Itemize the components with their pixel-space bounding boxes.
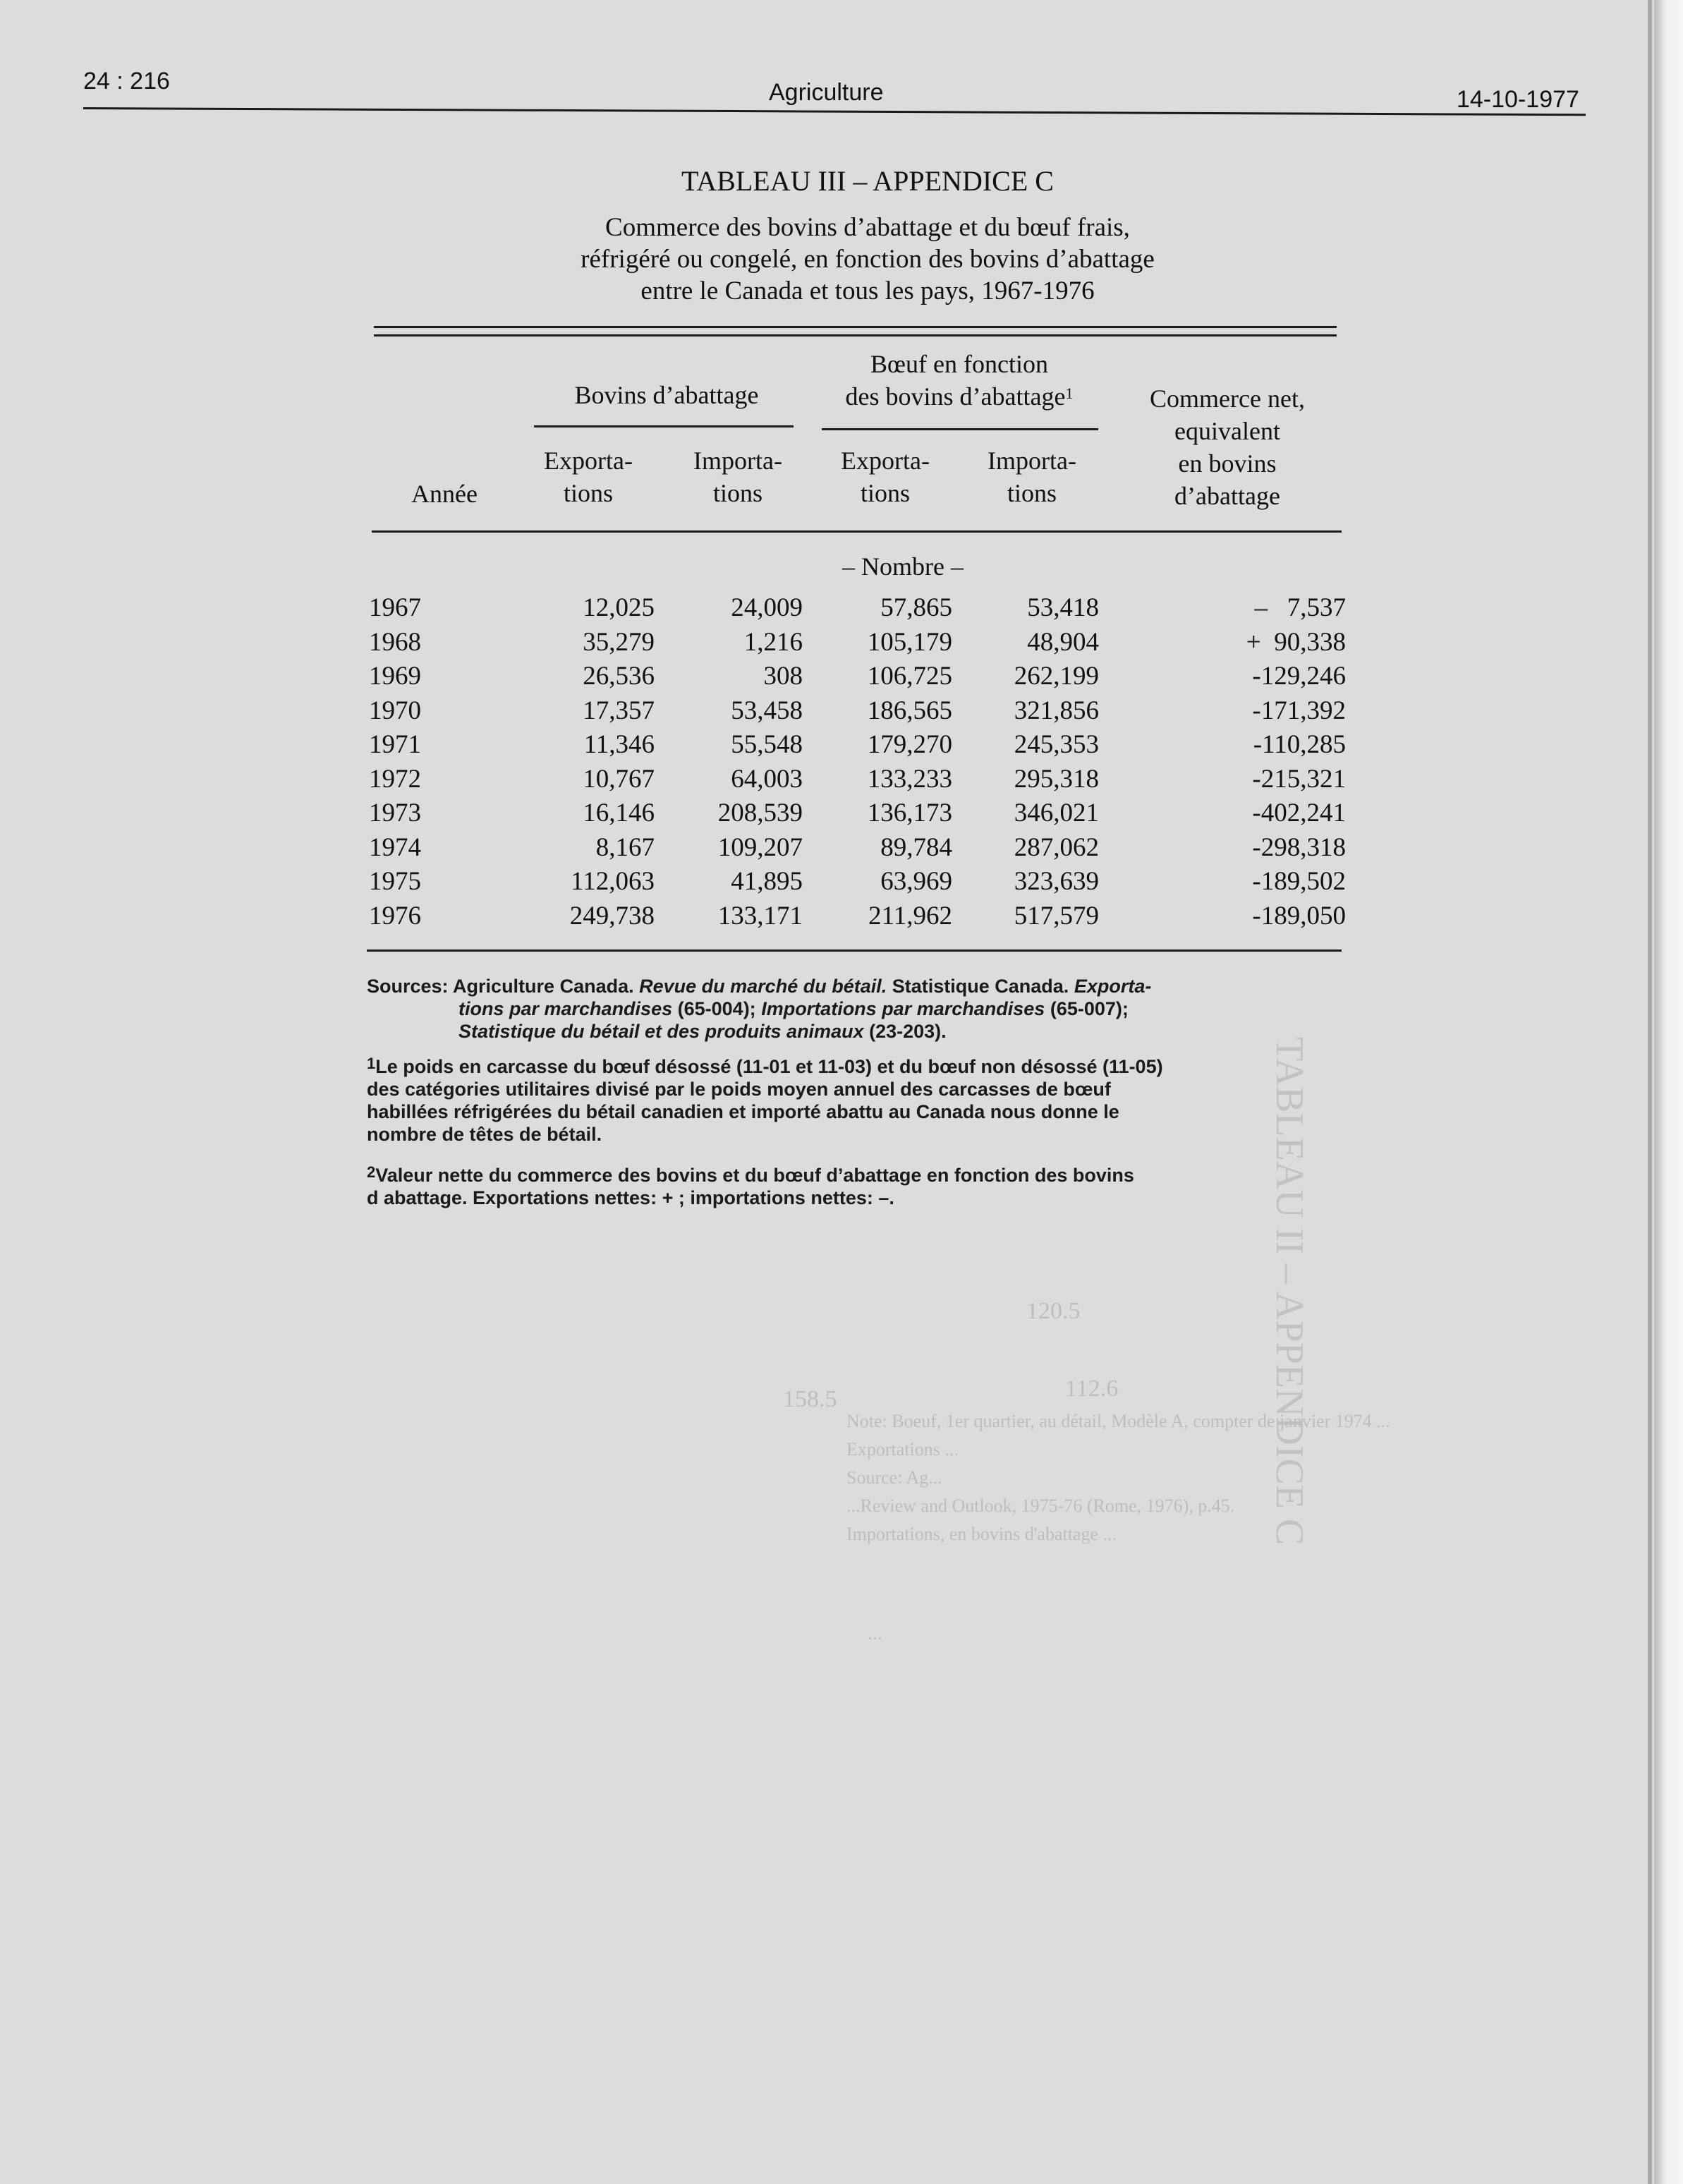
- cell-boeuf-imports: 517,579: [1014, 901, 1099, 930]
- cell-bovins-imports: 133,171: [717, 901, 803, 930]
- col-header-bovins-exports: [518, 444, 659, 509]
- bleed-through-value: 120.5: [1026, 1298, 1081, 1324]
- col-header-line: tions: [563, 479, 613, 507]
- cell-bovins-exports: 26,536: [583, 662, 655, 691]
- cell-boeuf-imports: 323,639: [1014, 867, 1099, 896]
- col-header-line: tions: [860, 479, 910, 507]
- cell-boeuf-imports: 321,856: [1014, 696, 1099, 725]
- bleed-through-note: Source: Ag...: [846, 1467, 942, 1488]
- col-header-line: en bovins: [1178, 449, 1277, 478]
- cell-boeuf-exports: 133,233: [867, 764, 952, 794]
- cell-net-trade: -129,246: [1252, 662, 1346, 691]
- col-header-net-trade: [1122, 382, 1333, 512]
- col-header-boeuf-imports: [961, 444, 1102, 509]
- cell-boeuf-exports: 211,962: [868, 901, 952, 930]
- sources-line: [367, 975, 1340, 997]
- cell-boeuf-imports: 48,904: [1027, 627, 1099, 657]
- col-group-bovins: Bovins d’abattage: [574, 381, 759, 409]
- cell-bovins-imports: 24,009: [731, 593, 803, 622]
- cell-boeuf-exports: 89,784: [880, 832, 952, 862]
- table-top-rule: [374, 326, 1337, 328]
- cell-boeuf-exports: 106,725: [867, 662, 952, 691]
- running-head: Agriculture: [769, 79, 884, 106]
- cell-year: 1974: [369, 832, 421, 862]
- cell-net-trade: -189,050: [1252, 901, 1346, 930]
- cell-net-trade: -171,392: [1252, 696, 1346, 725]
- cell-bovins-exports: 17,357: [583, 696, 655, 725]
- cell-year: 1975: [369, 867, 421, 896]
- footnote-text: Valeur nette du commerce des bovins et du bœuf d’abattage en fonction des bovins: [375, 1165, 1134, 1186]
- col-group-boeuf-text: des bovins d’abattage: [845, 382, 1066, 411]
- cell-year: 1967: [369, 593, 421, 622]
- table-title: TABLEAU III – APPENDICE C: [681, 165, 1054, 197]
- table-top-rule: [374, 334, 1337, 336]
- footnote-2: [367, 1164, 1340, 1209]
- col-group-boeuf: [811, 348, 1107, 413]
- cell-year: 1970: [369, 696, 421, 725]
- cell-net-trade: -402,241: [1252, 799, 1346, 827]
- footnote-1: [367, 1055, 1340, 1146]
- source-text: (65-004);: [677, 998, 756, 1019]
- col-header-line: Exporta-: [841, 447, 930, 475]
- cell-bovins-exports: 10,767: [583, 764, 655, 794]
- sources-note: [367, 975, 1340, 1043]
- bleed-through-note: Exportations ...: [846, 1439, 959, 1460]
- bleed-through-title: TABLEAU II – APPENDICE C: [1268, 1037, 1311, 1546]
- cell-boeuf-exports: 63,969: [880, 867, 952, 896]
- footnote-text: Le poids en carcasse du bœuf désossé (11-01 et 11-03) et du bœuf non désossé (11-05): [375, 1056, 1163, 1077]
- source-text: Statistique Canada.: [892, 976, 1069, 997]
- cell-boeuf-exports: 179,270: [867, 730, 952, 759]
- cell-boeuf-imports: 262,199: [1014, 662, 1099, 691]
- bleed-through-value: 158.5: [783, 1386, 837, 1412]
- col-header-bovins-imports: [667, 444, 808, 509]
- page-date: 14-10-1977: [1457, 86, 1579, 113]
- cell-boeuf-imports: 295,318: [1014, 764, 1099, 794]
- cell-year: 1969: [369, 662, 421, 691]
- cell-bovins-imports: 53,458: [731, 696, 803, 725]
- col-header-line: Importa-: [693, 447, 782, 475]
- cell-bovins-imports: 64,003: [731, 764, 803, 794]
- sources-line: [367, 1020, 1340, 1043]
- footnote-line: [367, 1164, 1340, 1187]
- cell-bovins-exports: 249,738: [569, 901, 655, 930]
- cell-bovins-exports: 8,167: [595, 832, 655, 862]
- cell-year: 1973: [369, 799, 421, 827]
- cell-bovins-imports: 55,548: [731, 730, 803, 759]
- cell-bovins-imports: 308: [763, 662, 803, 691]
- col-header-boeuf-exports: [815, 444, 956, 509]
- cell-boeuf-exports: 136,173: [867, 799, 952, 827]
- cell-net-trade: – 7,537: [1254, 593, 1346, 622]
- source-text: (65-007);: [1050, 998, 1129, 1019]
- table-subtitle-line: Commerce des bovins d’abattage et du bœuf frais,: [605, 213, 1130, 242]
- source-title: Statistique du bétail et des produits animaux: [458, 1021, 864, 1042]
- cell-boeuf-imports: 245,353: [1014, 730, 1099, 759]
- bleed-through-note: Importations, en bovins d'abattage ...: [846, 1524, 1117, 1544]
- cell-boeuf-imports: 346,021: [1014, 799, 1099, 827]
- page-reference: 24 : 216: [83, 68, 170, 95]
- cell-bovins-exports: 35,279: [583, 627, 655, 657]
- cell-year: 1968: [369, 627, 421, 657]
- col-header-line: tions: [1007, 479, 1057, 507]
- header-rule: [83, 107, 1586, 116]
- col-header-line: tions: [712, 479, 762, 507]
- cell-boeuf-exports: 57,865: [880, 593, 952, 622]
- source-title: Importations par marchandises: [761, 998, 1045, 1019]
- footnote-line: des catégories utilitaires divisé par le poids moyen annuel des carcasses de bœuf: [367, 1079, 1111, 1100]
- cell-bovins-exports: 12,025: [583, 593, 655, 622]
- footnote-line: d abattage. Exportations nettes: + ; importations nettes: –.: [367, 1187, 894, 1208]
- cell-bovins-imports: 1,216: [743, 627, 803, 657]
- cell-bovins-imports: 41,895: [731, 867, 803, 896]
- source-text: Agriculture Canada.: [453, 976, 634, 997]
- table-bottom-rule: [367, 950, 1342, 952]
- cell-year: 1972: [369, 764, 421, 794]
- cell-boeuf-exports: 105,179: [867, 627, 952, 657]
- cell-boeuf-imports: 287,062: [1014, 832, 1099, 862]
- col-group-boeuf-line: Bœuf en fonction: [870, 350, 1048, 378]
- cell-bovins-imports: 208,539: [717, 799, 803, 827]
- table-subtitle-line: réfrigéré ou congelé, en fonction des bovins d’abattage: [581, 245, 1155, 274]
- col-header-line: Importa-: [988, 447, 1076, 475]
- cell-net-trade: + 90,338: [1246, 627, 1346, 657]
- cell-year: 1971: [369, 730, 421, 759]
- cell-year: 1976: [369, 901, 421, 930]
- col-group-rule: [534, 425, 794, 427]
- col-header-year: Année: [411, 480, 478, 508]
- footnote-line: [367, 1055, 1340, 1078]
- cell-bovins-exports: 112,063: [571, 867, 655, 896]
- sources-line: [367, 997, 1340, 1020]
- bleed-through-note: Note: Boeuf, 1er quartier, au détail, Modèle A, compter de janvier 1974 ...: [846, 1411, 1390, 1431]
- bleed-through-note: ...: [868, 1622, 882, 1644]
- col-header-line: equivalent: [1174, 417, 1280, 445]
- sources-label: Sources:: [367, 976, 449, 997]
- cell-net-trade: -298,318: [1252, 832, 1346, 862]
- col-header-line: Commerce net,: [1150, 384, 1305, 413]
- header-bottom-rule: [372, 530, 1342, 533]
- bleed-through-note: ...Review and Outlook, 1975-76 (Rome, 1976), p.45.: [846, 1496, 1235, 1516]
- footnote-line: habillées réfrigérées du bétail canadien et importé abattu au Canada nous donne le: [367, 1101, 1119, 1122]
- footnote-marker: 1: [367, 1055, 376, 1072]
- page-edge-shadow: [1648, 0, 1652, 2184]
- cell-net-trade: -215,321: [1252, 764, 1346, 794]
- source-title: tions par marchandises: [458, 998, 673, 1019]
- source-title: Revue du marché du bétail.: [639, 976, 887, 997]
- cell-net-trade: -110,285: [1253, 730, 1346, 759]
- cell-bovins-imports: 109,207: [717, 832, 803, 862]
- footnote-marker: 2: [367, 1163, 376, 1181]
- cell-net-trade: -189,502: [1252, 867, 1346, 896]
- source-title: Exporta-: [1074, 976, 1152, 997]
- cell-boeuf-exports: 186,565: [867, 696, 952, 725]
- source-text: (23-203).: [869, 1021, 947, 1042]
- table-subtitle-line: entre le Canada et tous les pays, 1967-1976: [640, 277, 1095, 305]
- col-group-boeuf-line: [811, 380, 1107, 413]
- footnote-line: nombre de têtes de bétail.: [367, 1124, 602, 1145]
- col-header-line: d’abattage: [1174, 482, 1280, 510]
- unit-label: – Nombre –: [842, 552, 964, 581]
- bleed-through-value: 112.6: [1065, 1376, 1119, 1402]
- cell-bovins-exports: 11,346: [583, 730, 655, 759]
- footnote-marker: 1: [1065, 384, 1074, 402]
- cell-boeuf-imports: 53,418: [1027, 593, 1099, 622]
- col-group-rule: [822, 428, 1098, 430]
- page-edge: [1654, 0, 1683, 2184]
- col-header-line: Exporta-: [544, 447, 633, 475]
- cell-bovins-exports: 16,146: [583, 799, 655, 827]
